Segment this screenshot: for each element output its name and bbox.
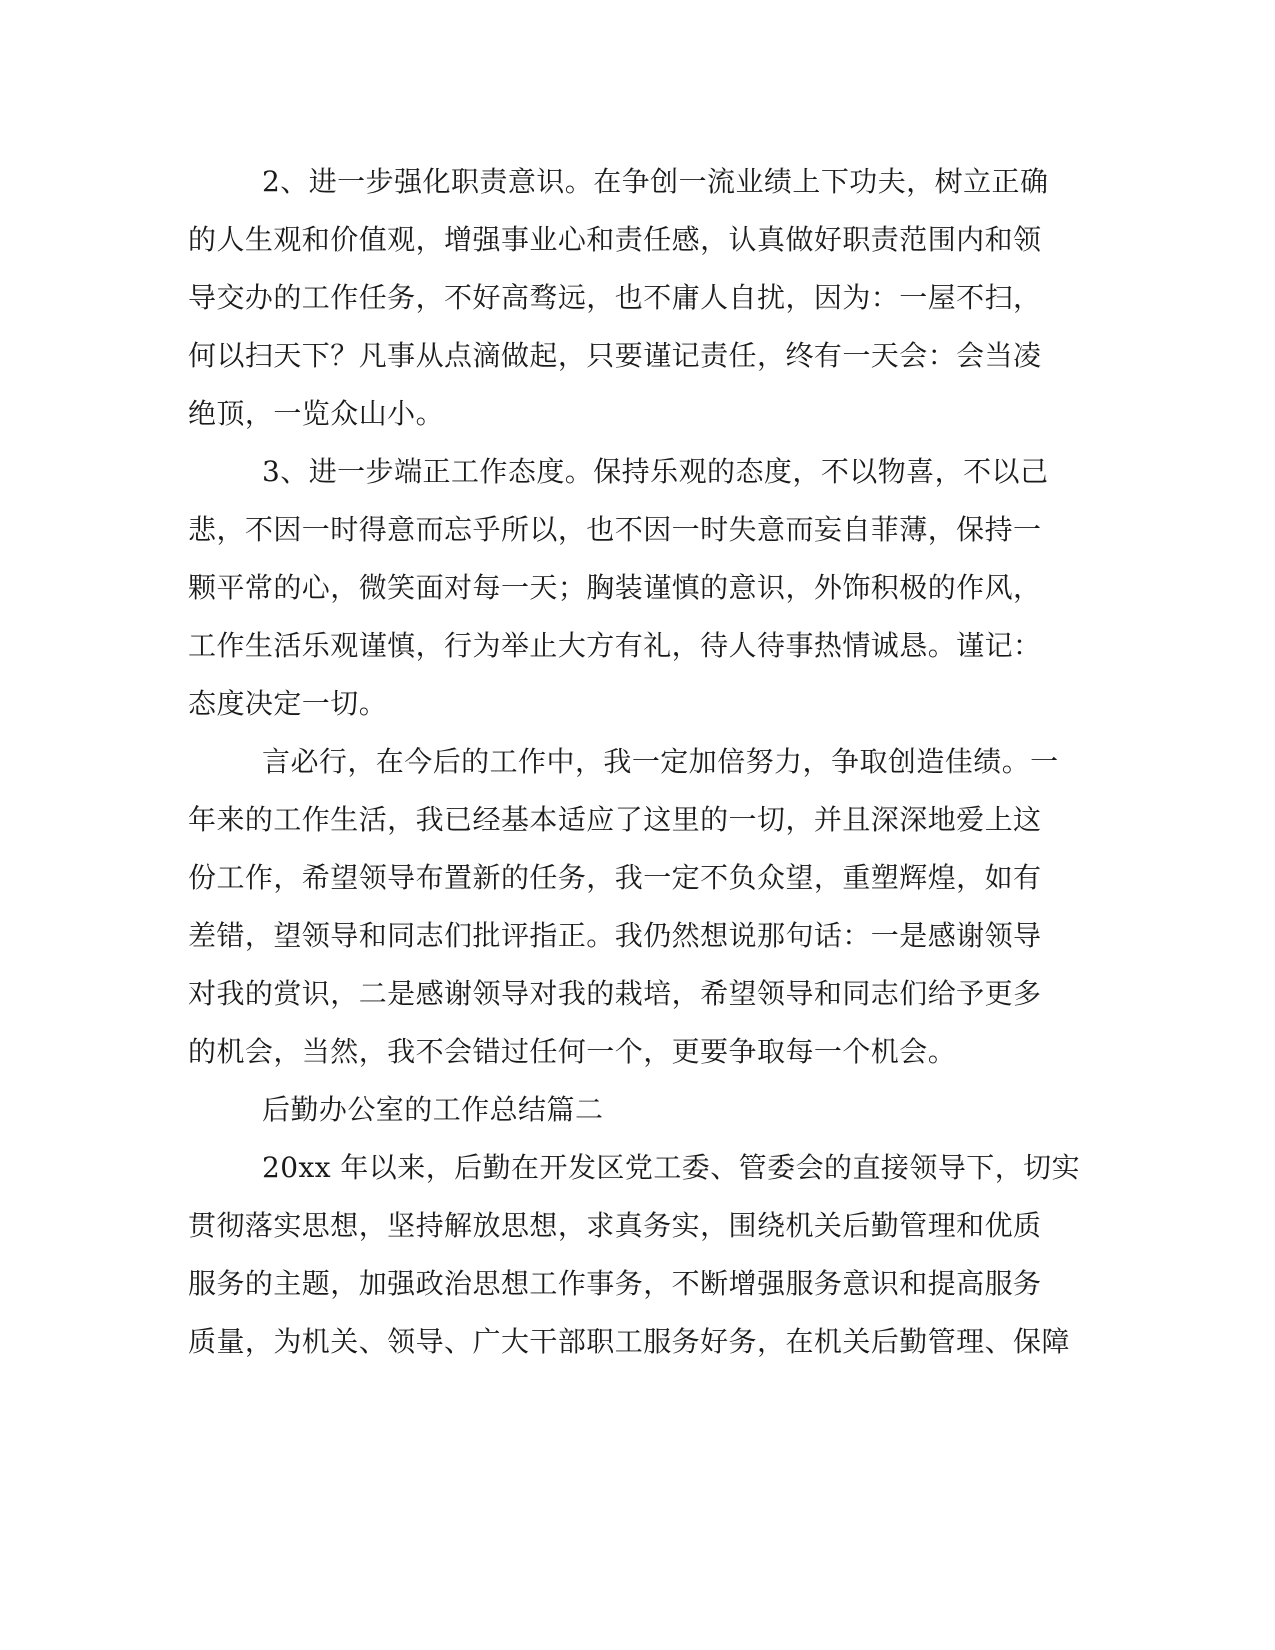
paragraph-line: 何以扫天下？凡事从点滴做起，只要谨记责任，终有一天会：会当凌 [188, 339, 1042, 372]
paragraph-line: 导交办的工作任务，不好高骛远，也不庸人自扰，因为：一屋不扫， [188, 281, 1042, 314]
paragraph-line: 的人生观和价值观，增强事业心和责任感，认真做好职责范围内和领 [188, 223, 1042, 256]
paragraph-line: 3、进一步端正工作态度。保持乐观的态度，不以物喜，不以己 [262, 455, 1049, 488]
paragraph-line: 20xx 年以来，后勤在开发区党工委、管委会的直接领导下，切实 [262, 1151, 1081, 1184]
paragraph-line: 质量，为机关、领导、广大干部职工服务好务，在机关后勤管理、保障 [188, 1325, 1070, 1358]
paragraph-line: 绝顶，一览众山小。 [188, 397, 445, 430]
paragraph-line: 2、进一步强化职责意识。在争创一流业绩上下功夫，树立正确 [262, 165, 1049, 198]
paragraph-line: 悲，不因一时得意而忘乎所以，也不因一时失意而妄自菲薄，保持一 [188, 513, 1042, 546]
paragraph-line: 态度决定一切。 [188, 687, 388, 720]
paragraph-line: 颗平常的心，微笑面对每一天；胸装谨慎的意识，外饰积极的作风， [188, 571, 1042, 604]
paragraph-line: 差错，望领导和同志们批评指正。我仍然想说那句话：一是感谢领导 [188, 919, 1042, 952]
section-heading: 后勤办公室的工作总结篇二 [262, 1093, 604, 1126]
paragraph-line: 服务的主题，加强政治思想工作事务，不断增强服务意识和提高服务 [188, 1267, 1042, 1300]
paragraph-line: 工作生活乐观谨慎，行为举止大方有礼，待人待事热情诚恳。谨记： [188, 629, 1042, 662]
paragraph-line: 贯彻落实思想，坚持解放思想，求真务实，围绕机关后勤管理和优质 [188, 1209, 1042, 1242]
paragraph-line: 年来的工作生活，我已经基本适应了这里的一切，并且深深地爱上这 [188, 803, 1042, 836]
paragraph-line: 的机会，当然，我不会错过任何一个，更要争取每一个机会。 [188, 1035, 957, 1068]
paragraph-line: 言必行，在今后的工作中，我一定加倍努力，争取创造佳绩。一 [262, 745, 1059, 778]
paragraph-line: 对我的赏识，二是感谢领导对我的栽培，希望领导和同志们给予更多 [188, 977, 1042, 1010]
paragraph-line: 份工作，希望领导布置新的任务，我一定不负众望，重塑辉煌，如有 [188, 861, 1042, 894]
